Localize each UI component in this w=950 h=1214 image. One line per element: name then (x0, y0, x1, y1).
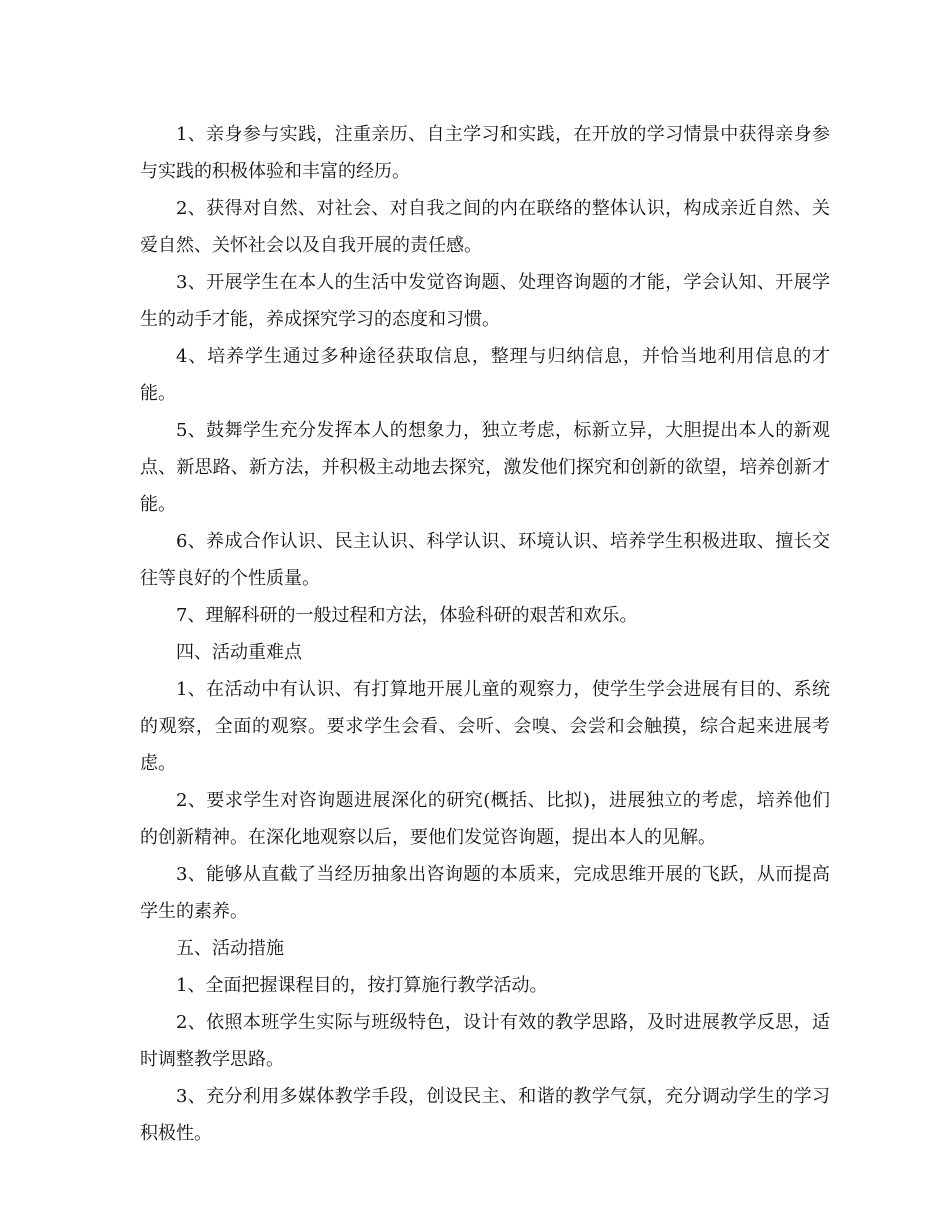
paragraph-goal-6: 6、养成合作认识、民主认识、科学认识、环境认识、培养学生积极进取、擅长交往等良好的个性质量。 (140, 531, 830, 589)
paragraph-goal-7: 7、理解科研的一般过程和方法，体验科研的艰苦和欢乐。 (176, 605, 638, 626)
paragraph-measure-3: 3、充分利用多媒体教学手段，创设民主、和谐的教学气氛，充分调动学生的学习积极性。 (140, 1086, 830, 1144)
section-heading-measures: 五、活动措施 (176, 938, 284, 959)
paragraph-measure-2: 2、依照本班学生实际与班级特色，设计有效的教学思路，及时进展教学反思，适时调整教学思路。 (140, 1012, 830, 1070)
paragraph-key-point-2: 2、要求学生对咨询题进展深化的研究(概括、比拟)，进展独立的考虑，培养他们的创新精神。在深化地观察以后，要他们发觉咨询题，提出本人的见解。 (140, 790, 830, 848)
paragraph-goal-3: 3、开展学生在本人的生活中发觉咨询题、处理咨询题的才能，学会认知、开展学生的动手才能，养成探究学习的态度和习惯。 (140, 272, 830, 330)
paragraph-key-point-3: 3、能够从直截了当经历抽象出咨询题的本质来，完成思维开展的飞跃，从而提高学生的素养。 (140, 864, 830, 922)
paragraph-measure-1: 1、全面把握课程目的，按打算施行教学活动。 (176, 975, 548, 996)
document-body (140, 116, 830, 1152)
paragraph-goal-2: 2、获得对自然、对社会、对自我之间的内在联络的整体认识，构成亲近自然、关爱自然、关怀社会以及自我开展的责任感。 (140, 198, 830, 256)
section-heading-key-points: 四、活动重难点 (176, 642, 302, 663)
paragraph-goal-5: 5、鼓舞学生充分发挥本人的想象力，独立考虑，标新立异，大胆提出本人的新观点、新思路、新方法，并积极主动地去探究，激发他们探究和创新的欲望，培养创新才能。 (140, 420, 830, 515)
paragraph-goal-4: 4、培养学生通过多种途径获取信息，整理与归纳信息，并恰当地利用信息的才能。 (140, 346, 830, 404)
paragraph-goal-1: 1、亲身参与实践，注重亲历、自主学习和实践，在开放的学习情景中获得亲身参与实践的积极体验和丰富的经历。 (140, 124, 830, 182)
paragraph-key-point-1: 1、在活动中有认识、有打算地开展儿童的观察力，使学生学会进展有目的、系统的观察，全面的观察。要求学生会看、会听、会嗅、会尝和会触摸，综合起来进展考虑。 (140, 679, 830, 774)
